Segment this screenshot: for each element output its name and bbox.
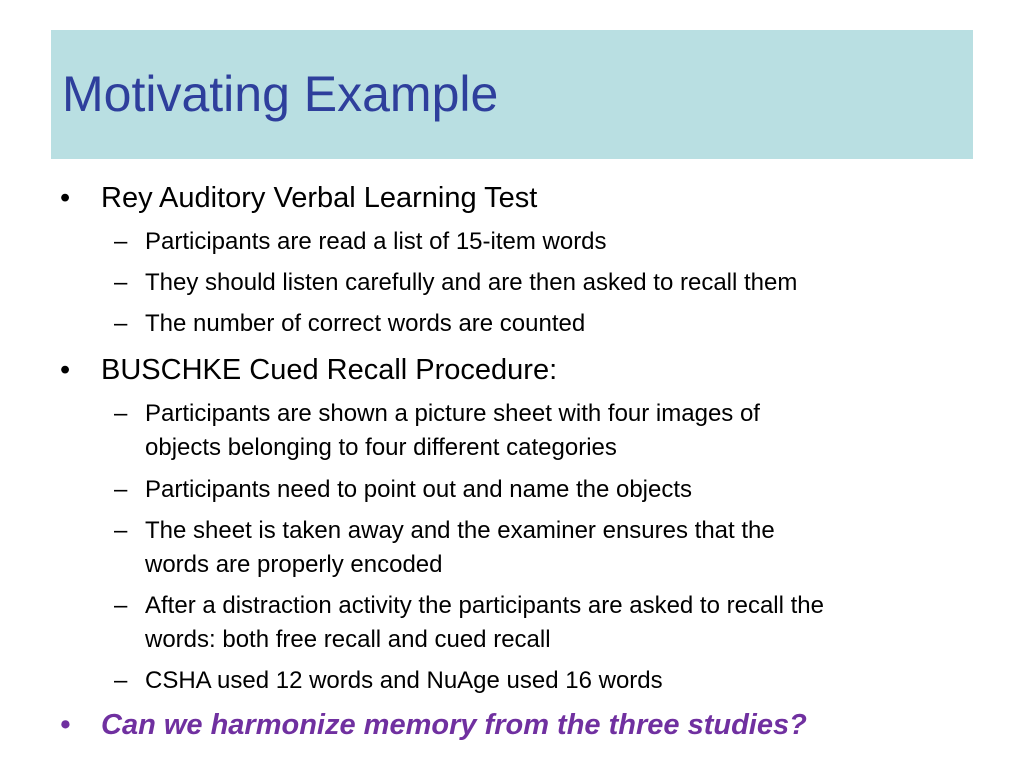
question-text: Can we harmonize memory from the three studies? bbox=[101, 709, 807, 741]
sub-bullet-text: Participants need to point out and name the objects bbox=[145, 476, 693, 503]
dash-glyph: – bbox=[114, 310, 128, 337]
bullet-glyph: • bbox=[60, 182, 71, 214]
sub-bullet-text bbox=[145, 397, 975, 465]
sub-bullet-line: objects belonging to four different categories bbox=[145, 434, 617, 461]
dash-glyph: – bbox=[114, 269, 128, 296]
sub-bullet-line: After a distraction activity the participants are asked to recall the bbox=[145, 592, 824, 619]
dash-glyph: – bbox=[114, 228, 128, 255]
sub-bullet-text: Participants are read a list of 15-item words bbox=[145, 228, 607, 255]
dash-glyph: – bbox=[114, 592, 128, 619]
sub-bullet-line: words are properly encoded bbox=[145, 551, 443, 578]
bullet-text: BUSCHKE Cued Recall Procedure: bbox=[101, 354, 558, 386]
sub-bullet-text bbox=[145, 589, 975, 657]
bullet-text: Rey Auditory Verbal Learning Test bbox=[101, 182, 538, 214]
bullet-glyph: • bbox=[60, 709, 71, 741]
dash-glyph: – bbox=[114, 400, 128, 427]
sub-bullet-text: CSHA used 12 words and NuAge used 16 words bbox=[145, 667, 663, 694]
sub-bullet-text bbox=[145, 514, 975, 582]
bullet-glyph: • bbox=[60, 354, 71, 386]
slide-title: Motivating Example bbox=[62, 66, 499, 122]
sub-bullet-line: Participants are shown a picture sheet with four images of bbox=[145, 400, 760, 427]
sub-bullet-line: The sheet is taken away and the examiner ensures that the bbox=[145, 517, 775, 544]
sub-bullet-line: words: both free recall and cued recall bbox=[145, 626, 551, 653]
dash-glyph: – bbox=[114, 476, 128, 503]
sub-bullet-text: They should listen carefully and are then asked to recall them bbox=[145, 269, 798, 296]
sub-bullet-text: The number of correct words are counted bbox=[145, 310, 586, 337]
dash-glyph: – bbox=[114, 667, 128, 694]
dash-glyph: – bbox=[114, 517, 128, 544]
